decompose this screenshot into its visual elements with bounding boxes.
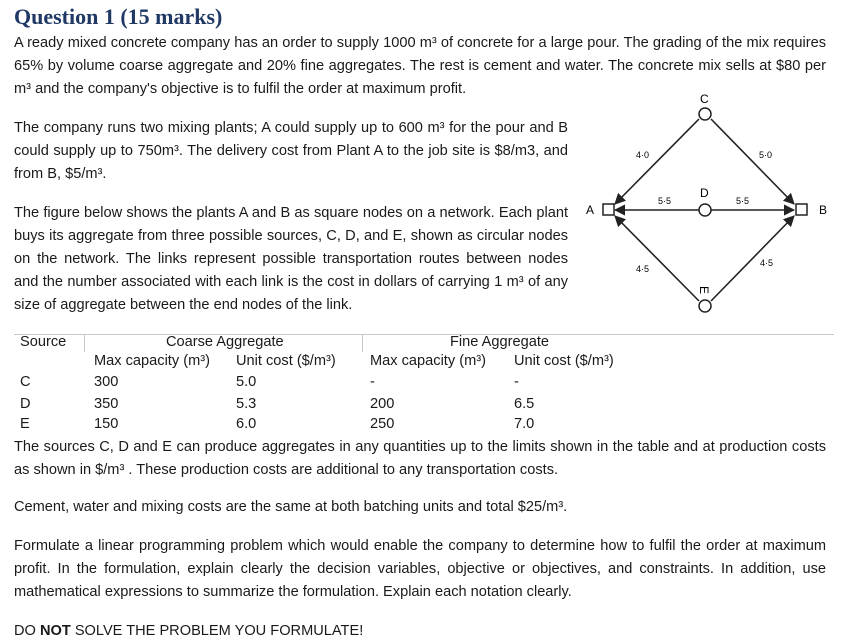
edge-e-a	[615, 216, 699, 301]
network-diagram	[578, 90, 838, 326]
figure-description-paragraph: The figure below shows the plants A and B as square nodes on a network. Each plant buys its aggregate from three possible sources, C, D, and E, shown as circular nodes on the network. The links represent possible transportation routes between nodes and the number associated with each link is the cost in dollars of carrying 1 m³ of any size of aggregate between the end nodes of the link.	[14, 205, 568, 313]
edge-label-e-a: 4·5	[636, 264, 650, 274]
edge-label-d-a: 5·5	[658, 196, 672, 206]
node-label-e: E	[697, 286, 711, 295]
header-fine-unit-cost: Unit cost ($/m³)	[514, 353, 614, 369]
sources-paragraph: The sources C, D and E can produce aggregates in any quantities up to the limits shown in the table and at production costs as shown in $/m³ . These production costs are additional to any transportation costs.	[14, 439, 826, 478]
header-fine-max-capacity: Max capacity (m³)	[370, 353, 486, 369]
row-d-fine-cost: 6.5	[514, 396, 535, 412]
node-label-d: D	[700, 186, 709, 200]
edge-label-c-b: 5·0	[759, 150, 773, 160]
row-e-coarse-cost: 6.0	[236, 416, 257, 432]
question-title: Question 1 (15 marks)	[14, 4, 223, 29]
intro-paragraph: A ready mixed concrete company has an order to supply 1000 m³ of concrete for a large pour. The grading of the mix requires 65% by volume coarse aggregate and 20% fine aggregates. The rest is cement and water. The concrete mix sells at $80 per m³ and the company's objective is to fulfil the order at maximum profit.	[14, 35, 826, 97]
edge-label-e-b: 4·5	[760, 258, 774, 268]
warning-suffix: SOLVE THE PROBLEM YOU FORMULATE!	[70, 623, 364, 639]
row-e-fine-cost: 7.0	[514, 416, 535, 432]
warning-line	[14, 620, 826, 643]
row-d-fine-cap: 200	[370, 396, 395, 412]
warning-bold: NOT	[39, 623, 71, 639]
edge-c-b	[711, 119, 794, 204]
row-e-source: E	[20, 416, 30, 432]
header-coarse-unit-cost: Unit cost ($/m³)	[236, 353, 336, 369]
row-c-coarse-cost: 5.0	[236, 374, 257, 390]
row-c-coarse-cap: 300	[94, 374, 119, 390]
header-coarse-aggregate: Coarse Aggregate	[166, 334, 284, 350]
row-c-fine-cost: -	[514, 374, 519, 390]
row-c-source: C	[20, 374, 31, 390]
source-d-node	[699, 204, 711, 216]
edge-label-d-b: 5·5	[736, 196, 750, 206]
row-d-coarse-cap: 350	[94, 396, 119, 412]
header-source: Source	[20, 334, 67, 350]
row-e-fine-cap: 250	[370, 416, 395, 432]
cement-paragraph: Cement, water and mixing costs are the same at both batching units and total $25/m³.	[14, 499, 568, 515]
edge-c-a	[615, 119, 699, 204]
row-d-source: D	[20, 396, 31, 412]
warning-prefix: DO	[14, 623, 40, 639]
plant-b-node	[796, 204, 807, 215]
row-d-coarse-cost: 5.3	[236, 396, 257, 412]
row-c-fine-cap: -	[370, 374, 375, 390]
node-label-b: B	[819, 203, 828, 217]
header-fine-aggregate: Fine Aggregate	[450, 334, 549, 350]
plants-paragraph: The company runs two mixing plants; A could supply up to 600 m³ for the pour and B could supply up to 750m³. The delivery cost from Plant A to the job site is $8/m3, and from B, $5/m³.	[14, 120, 568, 182]
plant-a-node	[603, 204, 614, 215]
edge-label-c-a: 4·0	[636, 150, 650, 160]
header-coarse-max-capacity: Max capacity (m³)	[94, 353, 210, 369]
row-e-coarse-cap: 150	[94, 416, 119, 432]
node-label-a: A	[586, 203, 595, 217]
formulate-paragraph: Formulate a linear programming problem which would enable the company to determine how to fulfil the order at maximum profit. In the formulation, explain clearly the decision variables, objective or objectives, and constraints. In addition, use mathematical expressions to summarize the formulation. Explain each notation clearly.	[14, 538, 826, 600]
source-e-node	[699, 300, 711, 312]
source-c-node	[699, 108, 711, 120]
edge-e-b	[711, 216, 794, 301]
node-label-c: C	[700, 92, 709, 106]
